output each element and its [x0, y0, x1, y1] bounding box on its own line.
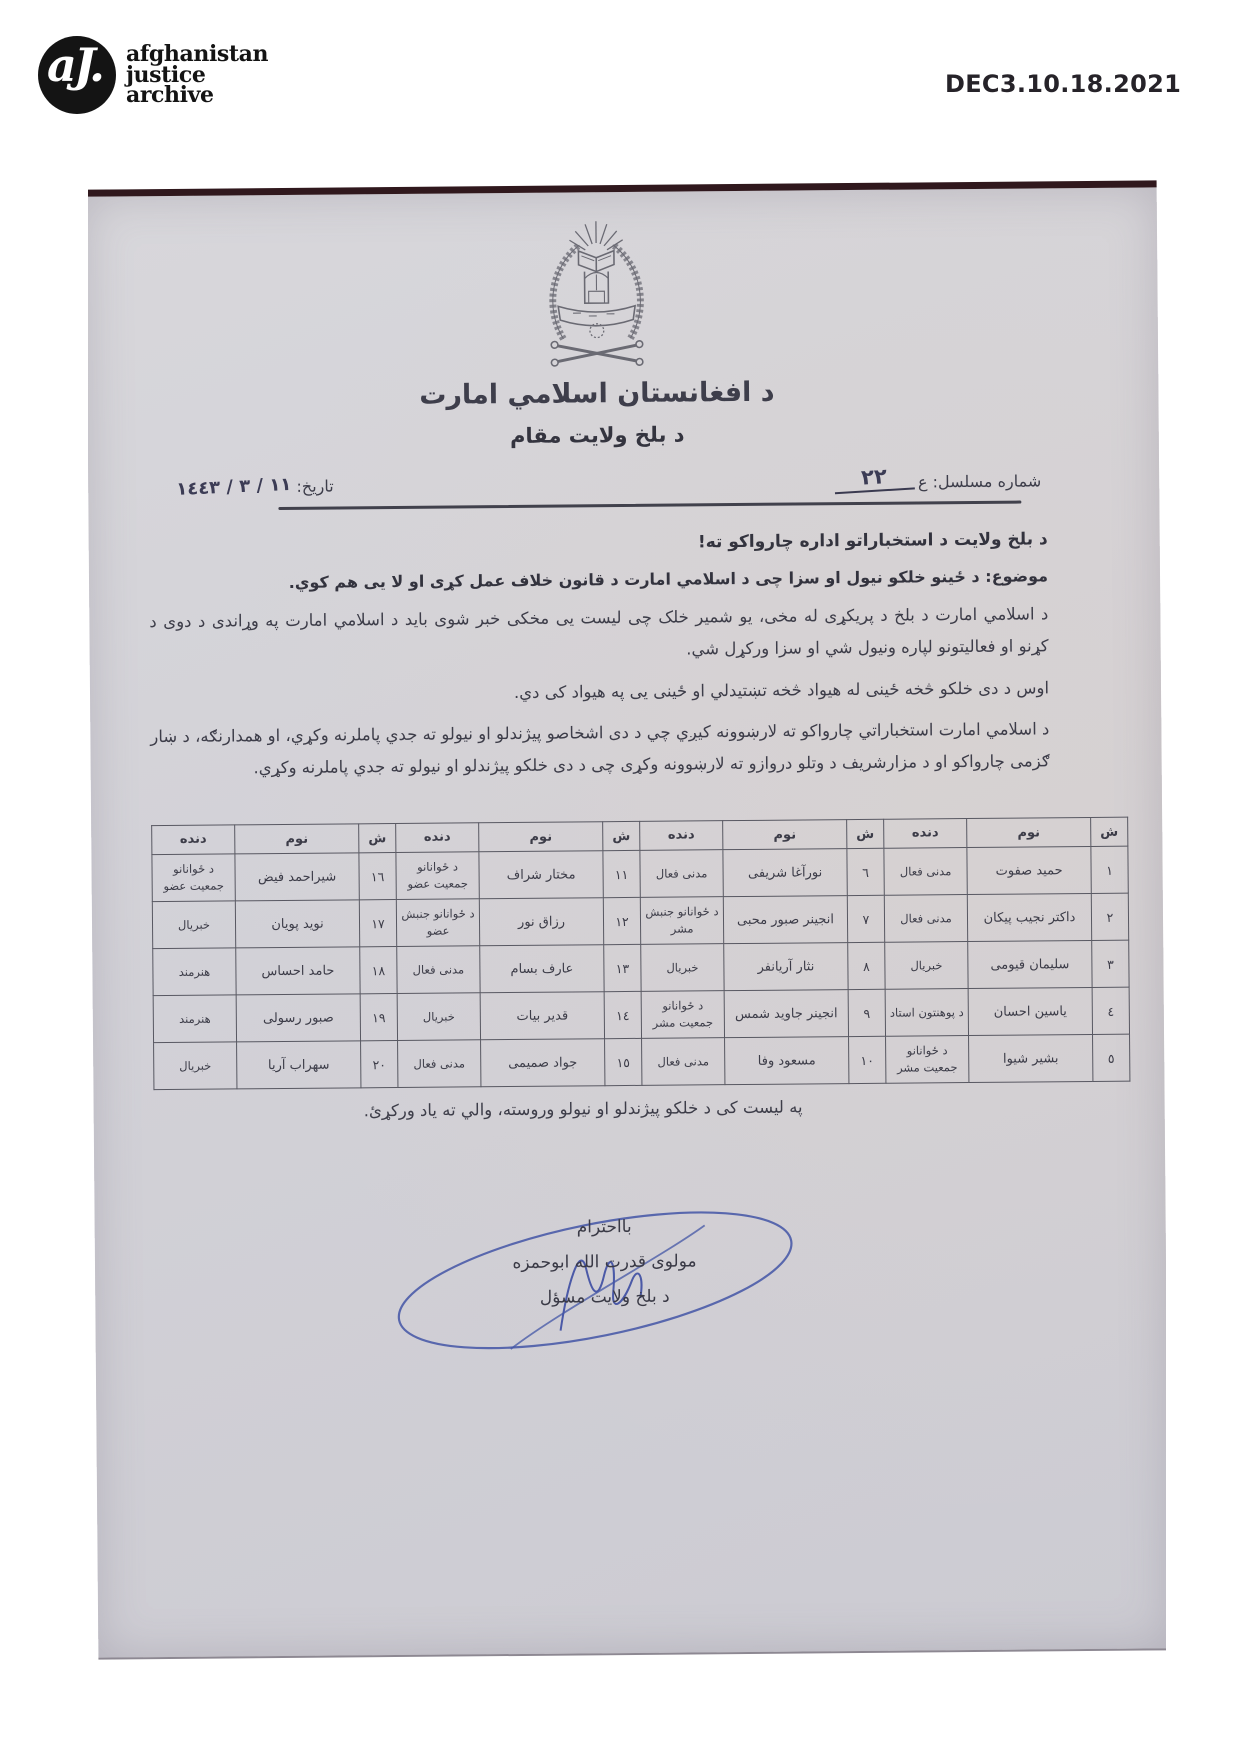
column-header: نوم	[479, 822, 603, 852]
role-cell: خبریال	[885, 942, 968, 990]
archive-logo-monogram: aJ.	[47, 38, 103, 92]
table-row	[152, 893, 1128, 949]
serial-number	[834, 463, 1042, 492]
role-cell: خبریال	[152, 901, 235, 949]
role-cell: د ځوانانو جمعیت عضو	[396, 852, 479, 900]
signatory-name: مولوی قدرت الله ابوحمزه	[512, 1251, 697, 1273]
name-cell: قدیر بیات	[480, 992, 604, 1040]
office-title: د بلخ ولایت مقام	[509, 422, 685, 449]
role-cell: مدنی فعال	[398, 1040, 481, 1088]
name-cell: انجینر جاوید شمس	[724, 990, 848, 1038]
document-code: DEC3.10.18.2021	[945, 70, 1182, 98]
emirate-emblem-icon	[526, 218, 665, 369]
role-cell: هنرمند	[153, 995, 236, 1043]
serial-cell: ٤	[1092, 987, 1129, 1034]
name-cell: عارف بسام	[480, 945, 604, 993]
body-paragraph-1: د اسلامي امارت د بلخ د پریکړی له مخی، یو شمیر خلک چی لیست یی مخکی خبر شوی باید د اسلامي امارت په وړاندی د دوی د کړنو او فعالیتونو لپاره ونیول شي او سزا ورکړل شي.	[149, 604, 1049, 659]
name-cell: نوید پویان	[235, 900, 359, 948]
archive-logo	[38, 36, 116, 114]
logo-word-3: archive	[126, 82, 214, 109]
serial-cell: ٢٠	[361, 1041, 398, 1088]
table-row	[152, 846, 1128, 902]
serial-cell: ١٤	[604, 991, 641, 1038]
column-header: ش	[603, 821, 640, 850]
role-cell: د ځوانانو جمعیت مشر	[641, 991, 724, 1039]
serial-cell: ٢	[1091, 893, 1128, 940]
role-cell: هنرمند	[153, 948, 236, 996]
name-cell: یاسین احسان	[968, 987, 1092, 1035]
serial-cell: ٧	[847, 895, 884, 942]
signature-block	[389, 1208, 820, 1316]
header-divider	[278, 501, 1021, 510]
name-cell: مختار شراف	[479, 851, 603, 899]
serial-cell: ٨	[848, 942, 885, 989]
role-cell: مدنی فعال	[884, 895, 967, 943]
serial-label: شماره مسلسل: ع	[917, 471, 1042, 492]
subject-line: موضوع: د ځینو خلکو نیول او سزا چی د اسلامي امارت د قانون خلاف عمل کړی او لا یی هم کوي.	[288, 566, 1049, 592]
role-cell: خبریال	[397, 993, 480, 1041]
role-cell: خبریال	[154, 1042, 237, 1090]
name-cell: داکتر نجیب پیکان	[967, 893, 1091, 941]
name-cell: صبور رسولی	[236, 994, 360, 1042]
role-cell: د ځوانانو جنبش مشر	[640, 897, 723, 945]
date-label: تاریخ:	[296, 476, 334, 496]
serial-cell: ١٣	[604, 944, 641, 991]
serial-value-handwritten: ٢٢	[833, 462, 914, 494]
name-cell: نورآغا شریفی	[723, 849, 847, 897]
role-cell: مدنی فعال	[642, 1038, 725, 1086]
role-cell: د ځوانانو جمعیت عضو	[152, 854, 235, 902]
role-cell: مدنی فعال	[884, 848, 967, 896]
name-cell: سلیمان قیومی	[968, 940, 1092, 988]
persons-table	[151, 817, 1130, 1091]
serial-cell: ٥	[1093, 1034, 1130, 1081]
serial-cell: ١٠	[849, 1036, 886, 1083]
name-cell: شیراحمد فیض	[235, 853, 359, 901]
column-header: دنده	[396, 823, 479, 853]
column-header: ش	[847, 819, 884, 848]
role-cell: مدنی فعال	[640, 850, 723, 898]
serial-cell: ٩	[848, 989, 885, 1036]
signatory-title: د بلخ ولایت مسؤل	[539, 1286, 670, 1308]
name-cell: رزاق نور	[479, 898, 603, 946]
persons-table-body	[152, 846, 1130, 1090]
body-paragraph-2: اوس د دی خلکو څخه ځینی له هیواد څخه تښتیدلي او ځینی یی په هیواد کی دي.	[513, 677, 1050, 702]
role-cell: د ځوانانو جمعیت مشر	[886, 1036, 969, 1084]
column-header: نوم	[723, 820, 847, 850]
column-header: دنده	[884, 819, 967, 849]
name-cell: بشیر شیوا	[969, 1034, 1093, 1082]
paper-content	[88, 187, 1166, 1319]
scanned-document	[88, 176, 1166, 1660]
column-header: دنده	[640, 821, 723, 851]
date-field	[175, 473, 334, 500]
serial-cell: ١٧	[359, 900, 396, 947]
role-cell: د ځوانانو جنبش عضو	[396, 899, 479, 947]
serial-cell: ١١	[603, 850, 640, 897]
serial-cell: ١٦	[359, 853, 396, 900]
emirate-calligraphy: د افغانستان اسلامي امارت	[419, 376, 775, 411]
serial-cell: ١٥	[605, 1038, 642, 1085]
name-cell: مسعود وفا	[725, 1037, 849, 1085]
body-paragraph-3: د اسلامي امارت استخباراتي چارواکو ته لارښوونه کیږي چي د دی اشخاصو پیژندلو او نیولو ته جدي پاملرنه وکړي، او همدارنګه، د ښار ګزمی چارواکو او د مزارشریف د وتلو دروازو ته لارښوونه وکړی چی د دی خلکو پیژندلو او نیولو ته جدي پاملرنه وکړي.	[150, 719, 1050, 778]
name-cell: نثار آریانفر	[724, 943, 848, 991]
paper-sheet	[88, 180, 1166, 1659]
serial-cell: ١٢	[603, 897, 640, 944]
table-row	[153, 987, 1129, 1043]
role-cell: د پوهنتون استاد	[885, 989, 968, 1037]
closing-line: په لیست کی د خلکو پیژندلو او نیولو وروسته، والي ته یاد ورکړئ.	[363, 1097, 803, 1121]
role-cell: مدنی فعال	[397, 946, 480, 994]
name-cell: سهراب آریا	[237, 1041, 361, 1089]
table-row	[154, 1034, 1130, 1090]
column-header: ش	[359, 824, 396, 853]
column-header: دنده	[152, 825, 235, 855]
date-value-handwritten: ۱۱ / ۳ / ۱٤٤۳	[175, 473, 292, 500]
role-cell: خبریال	[641, 944, 724, 992]
logo-word-1: afghanistan	[126, 41, 269, 67]
name-cell: انجینر صبور محبی	[723, 896, 847, 944]
serial-cell: ١	[1091, 846, 1128, 893]
meta-row	[148, 463, 1047, 498]
table-row	[153, 940, 1129, 996]
name-cell: حمید صفوت	[967, 847, 1091, 895]
archive-logo-wordmark	[126, 41, 269, 109]
serial-cell: ٦	[847, 848, 884, 895]
column-header: نوم	[235, 824, 359, 854]
serial-cell: ١٩	[360, 994, 397, 1041]
salutation-line: د بلخ ولایت د استخباراتو اداره چارواکو ته!	[697, 529, 1048, 553]
column-header: نوم	[967, 818, 1091, 848]
name-cell: جواد صمیمی	[481, 1039, 605, 1087]
logo-word-2: justice	[126, 61, 206, 88]
serial-cell: ١٨	[360, 947, 397, 994]
name-cell: حامد احساس	[236, 947, 360, 995]
serial-cell: ٣	[1092, 940, 1129, 987]
column-header: ش	[1091, 817, 1128, 846]
signature-salutation: بااحترام	[576, 1217, 632, 1238]
